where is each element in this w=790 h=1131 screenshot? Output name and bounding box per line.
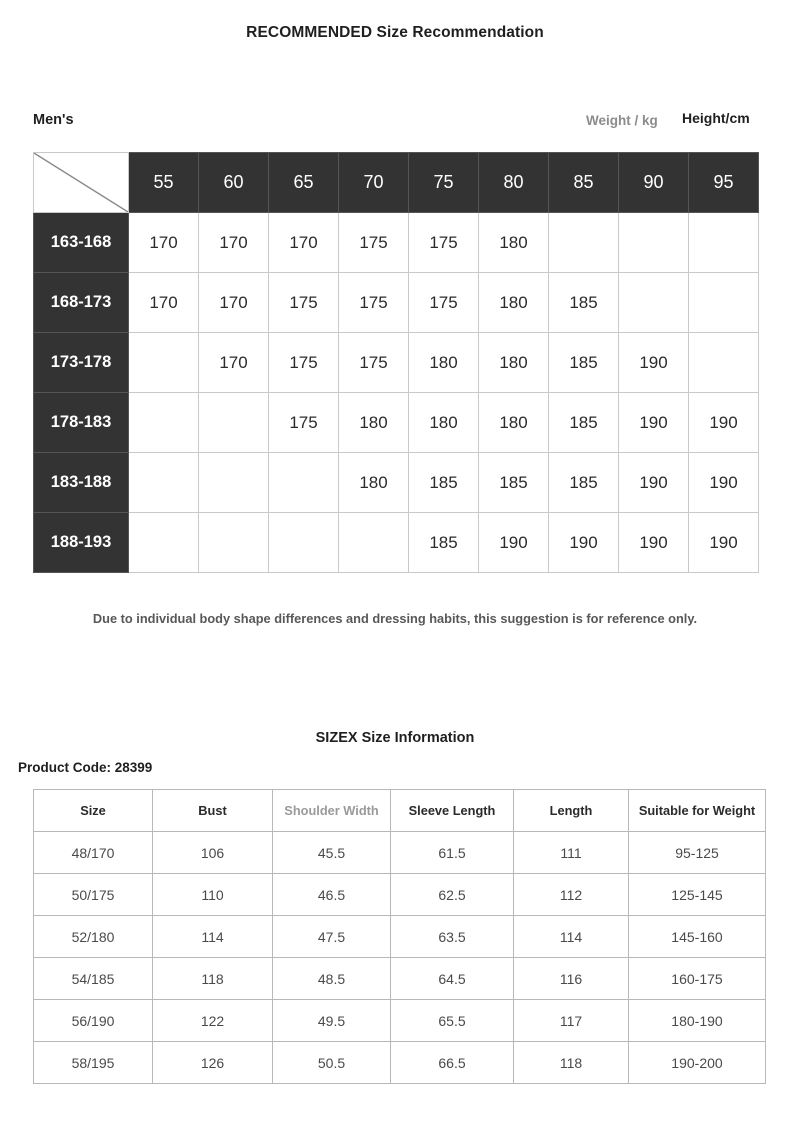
spec-cell: 145-160: [629, 916, 766, 958]
column-header: Length: [514, 790, 629, 832]
spec-cell: 106: [153, 832, 273, 874]
weight-column-header: 95: [689, 153, 759, 213]
recommended-size-cell: [199, 513, 269, 573]
spec-cell: 66.5: [391, 1042, 514, 1084]
recommended-size-cell: 180: [479, 333, 549, 393]
weight-column-header: 60: [199, 153, 269, 213]
recommended-size-cell: [129, 453, 199, 513]
table-row: [34, 832, 766, 874]
spec-cell: 46.5: [273, 874, 391, 916]
recommended-size-cell: [199, 393, 269, 453]
table-row: [34, 513, 759, 573]
recommended-size-cell: [129, 513, 199, 573]
recommended-size-cell: 180: [339, 393, 409, 453]
recommended-size-cell: 190: [479, 513, 549, 573]
spec-cell: 45.5: [273, 832, 391, 874]
recommended-size-cell: 190: [689, 393, 759, 453]
spec-cell: 116: [514, 958, 629, 1000]
recommended-size-cell: 170: [199, 213, 269, 273]
spec-cell: 95-125: [629, 832, 766, 874]
spec-cell: 112: [514, 874, 629, 916]
recommended-size-cell: 190: [619, 333, 689, 393]
recommended-size-cell: 190: [619, 453, 689, 513]
recommended-size-cell: 190: [619, 393, 689, 453]
recommended-size-cell: 185: [479, 453, 549, 513]
recommended-size-cell: 180: [479, 393, 549, 453]
weight-column-header: 85: [549, 153, 619, 213]
spec-cell: 126: [153, 1042, 273, 1084]
spec-cell: 49.5: [273, 1000, 391, 1042]
disclaimer-text: Due to individual body shape differences and dressing habits, this suggestion is for reference only.: [92, 611, 698, 626]
spec-cell: 61.5: [391, 832, 514, 874]
table-row: [34, 453, 759, 513]
spec-cell: 114: [153, 916, 273, 958]
size-information-title: SIZEX Size Information: [315, 730, 475, 746]
height-range-header: 188-193: [34, 513, 129, 573]
specification-table: [33, 789, 766, 1084]
recommended-size-cell: 170: [129, 213, 199, 273]
recommended-size-cell: 180: [479, 213, 549, 273]
recommended-size-cell: [549, 213, 619, 273]
recommended-size-cell: [339, 513, 409, 573]
recommended-size-cell: 175: [269, 333, 339, 393]
recommended-size-cell: 175: [339, 333, 409, 393]
recommended-size-cell: 175: [409, 273, 479, 333]
recommended-size-cell: 175: [409, 213, 479, 273]
weight-column-header: 55: [129, 153, 199, 213]
spec-cell: 58/195: [34, 1042, 153, 1084]
recommended-size-cell: 185: [409, 513, 479, 573]
weight-column-header: 80: [479, 153, 549, 213]
spec-cell: 50/175: [34, 874, 153, 916]
weight-column-header: 65: [269, 153, 339, 213]
recommended-size-cell: 190: [619, 513, 689, 573]
specification-table-body: [34, 832, 766, 1084]
spec-cell: 50.5: [273, 1042, 391, 1084]
recommended-size-cell: 180: [409, 333, 479, 393]
recommended-size-cell: 185: [549, 393, 619, 453]
recommended-size-cell: [689, 273, 759, 333]
height-range-header: 178-183: [34, 393, 129, 453]
height-range-header: 163-168: [34, 213, 129, 273]
recommended-size-cell: 180: [479, 273, 549, 333]
table-row: [34, 273, 759, 333]
recommended-size-cell: [269, 513, 339, 573]
recommended-size-cell: 185: [549, 273, 619, 333]
table-row: [34, 874, 766, 916]
specification-header-row: [34, 790, 766, 832]
recommended-size-cell: 175: [269, 393, 339, 453]
axis-corner-cell: [34, 153, 129, 213]
table-row: [34, 1042, 766, 1084]
recommended-size-cell: [689, 333, 759, 393]
table-row: [34, 1000, 766, 1042]
recommended-size-cell: 175: [339, 273, 409, 333]
spec-cell: 63.5: [391, 916, 514, 958]
recommended-size-cell: 170: [129, 273, 199, 333]
recommended-size-cell: 190: [689, 453, 759, 513]
table-row: [34, 916, 766, 958]
spec-cell: 180-190: [629, 1000, 766, 1042]
spec-cell: 52/180: [34, 916, 153, 958]
recommended-size-cell: [619, 213, 689, 273]
page-title: RECOMMENDED Size Recommendation: [246, 24, 544, 41]
gender-label: Men's: [33, 112, 74, 128]
recommended-size-cell: 175: [339, 213, 409, 273]
spec-cell: 118: [514, 1042, 629, 1084]
spec-cell: 114: [514, 916, 629, 958]
column-header: Shoulder Width: [273, 790, 391, 832]
spec-cell: 47.5: [273, 916, 391, 958]
spec-cell: 110: [153, 874, 273, 916]
product-code-label: Product Code: 28399: [18, 760, 153, 775]
spec-cell: 65.5: [391, 1000, 514, 1042]
recommendation-header-row: [34, 153, 759, 213]
spec-cell: 160-175: [629, 958, 766, 1000]
weight-column-header: 90: [619, 153, 689, 213]
corner-height-label: Height: [39, 186, 86, 203]
recommended-size-cell: 175: [269, 273, 339, 333]
spec-cell: 125-145: [629, 874, 766, 916]
recommended-size-cell: [689, 213, 759, 273]
recommendation-table: [33, 152, 759, 573]
table-row: [34, 958, 766, 1000]
spec-cell: 111: [514, 832, 629, 874]
spec-cell: 48/170: [34, 832, 153, 874]
recommended-size-cell: 185: [409, 453, 479, 513]
recommended-size-cell: 185: [549, 333, 619, 393]
table-row: [34, 393, 759, 453]
spec-cell: 56/190: [34, 1000, 153, 1042]
recommended-size-cell: 190: [549, 513, 619, 573]
spec-cell: 54/185: [34, 958, 153, 1000]
weight-column-header: 70: [339, 153, 409, 213]
weight-unit-label: Weight / kg: [586, 113, 658, 128]
height-range-header: 168-173: [34, 273, 129, 333]
recommended-size-cell: 170: [199, 333, 269, 393]
column-header: Size: [34, 790, 153, 832]
column-header: Suitable for Weight: [629, 790, 766, 832]
recommended-size-cell: 170: [269, 213, 339, 273]
spec-cell: 62.5: [391, 874, 514, 916]
recommended-size-cell: 180: [409, 393, 479, 453]
table-row: [34, 213, 759, 273]
column-header: Sleeve Length: [391, 790, 514, 832]
recommended-size-cell: [129, 333, 199, 393]
recommended-size-cell: 170: [199, 273, 269, 333]
recommended-size-cell: [129, 393, 199, 453]
column-header: Bust: [153, 790, 273, 832]
recommended-size-cell: 190: [689, 513, 759, 573]
height-range-header: 183-188: [34, 453, 129, 513]
spec-cell: 122: [153, 1000, 273, 1042]
spec-cell: 64.5: [391, 958, 514, 1000]
spec-cell: 190-200: [629, 1042, 766, 1084]
height-range-header: 173-178: [34, 333, 129, 393]
spec-cell: 118: [153, 958, 273, 1000]
table-row: [34, 333, 759, 393]
recommended-size-cell: 180: [339, 453, 409, 513]
recommendation-table-body: [34, 153, 759, 573]
spec-cell: 117: [514, 1000, 629, 1042]
corner-weight-label: Weight: [88, 160, 123, 172]
spec-cell: 48.5: [273, 958, 391, 1000]
recommended-size-cell: [619, 273, 689, 333]
recommended-size-cell: [199, 453, 269, 513]
height-unit-label: Height/cm: [682, 110, 750, 126]
recommended-size-cell: [269, 453, 339, 513]
recommended-size-cell: 185: [549, 453, 619, 513]
specification-table-head: [34, 790, 766, 832]
weight-column-header: 75: [409, 153, 479, 213]
